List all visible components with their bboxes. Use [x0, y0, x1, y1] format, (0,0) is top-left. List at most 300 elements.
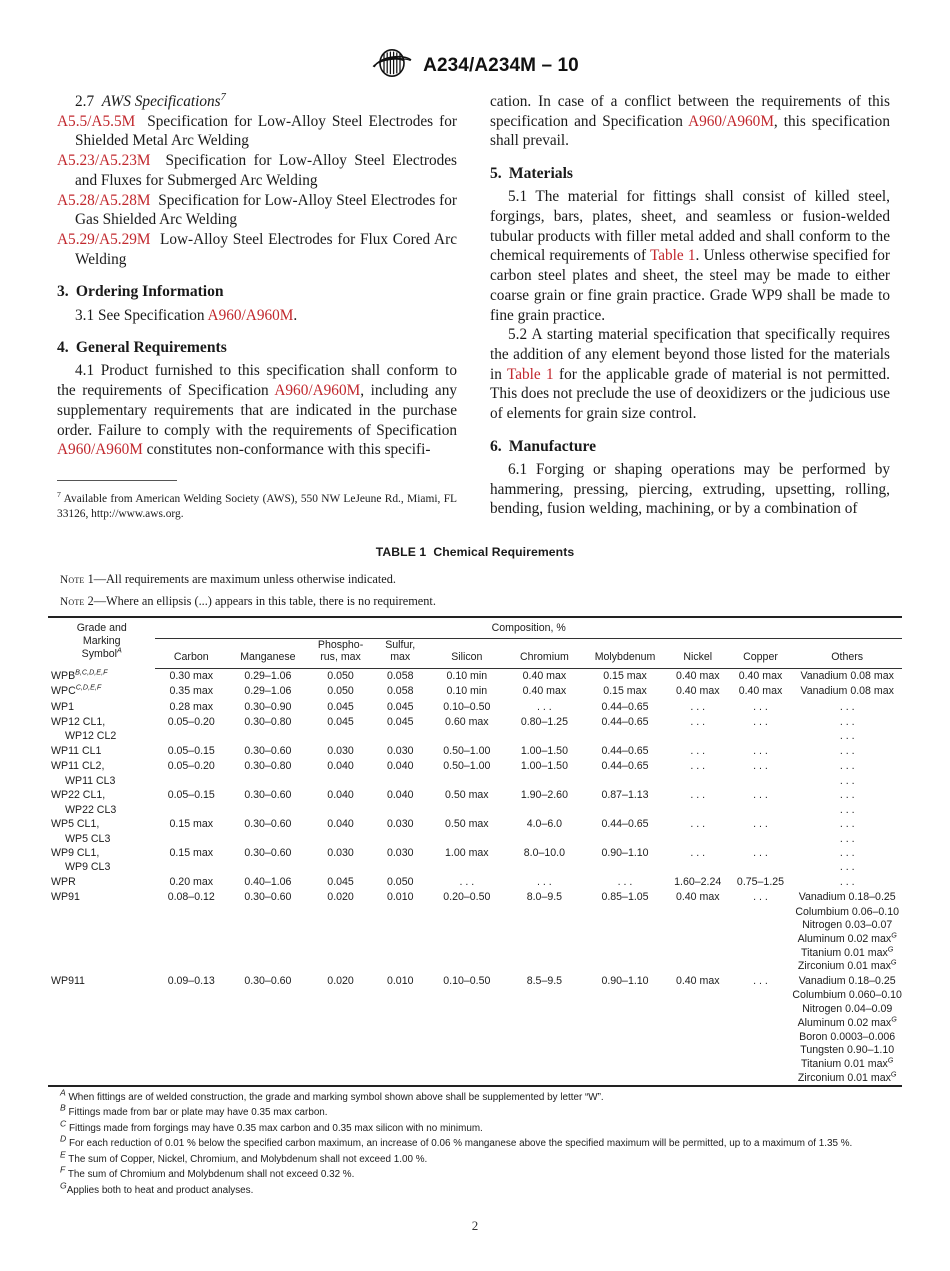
section-2-7-title: AWS Specifications [101, 93, 221, 110]
table-footnote [48, 1136, 902, 1151]
cell-molybdenum-cont [583, 1044, 667, 1058]
cell-phosphorus-cont [309, 919, 373, 933]
aws-ref-text: Specification for Low-Alloy Steel Electrodes for Shielded Metal Arc Welding [75, 112, 457, 150]
cell-manganese-cont [227, 774, 309, 788]
cell-molybdenum: 0.15 max [603, 685, 647, 698]
cell-carbon-cont [155, 919, 227, 933]
cell-phosphorus: 0.030 [327, 744, 354, 757]
cell-nickel-cont [667, 1003, 729, 1017]
cell-phosphorus-cont [309, 1016, 373, 1030]
cell-nickel-cont [667, 919, 729, 933]
cell-others-cont: . . . [839, 861, 855, 874]
cell-carbon: 0.15 max [169, 818, 214, 831]
cell-copper: . . . [753, 891, 768, 904]
others-footnote-marker: G [887, 1055, 894, 1065]
cell-molybdenum-cont [583, 1071, 667, 1086]
table-1-label: TABLE 1 [375, 545, 427, 559]
cell-manganese-cont [227, 803, 309, 817]
cell-sulfur: 0.040 [386, 760, 414, 773]
table-row-continuation [48, 1003, 902, 1017]
cell-silicon: 0.50–1.00 [443, 744, 491, 757]
cell-others-cont: . . . [839, 803, 855, 816]
table-footnote-marker: E [60, 1149, 66, 1160]
cell-nickel: . . . [690, 700, 706, 713]
cell-others-cont: Nitrogen 0.04–0.09 [802, 1003, 893, 1016]
cell-others-cont: Columbium 0.06–0.10 [795, 905, 900, 918]
cell-silicon-cont [428, 919, 506, 933]
aws-ref-code[interactable]: A5.23/A5.23M [57, 152, 151, 170]
cell-nickel: . . . [690, 789, 706, 802]
table-row-continuation [48, 774, 902, 788]
cell-chromium-cont [506, 905, 584, 919]
cell-silicon-cont [428, 832, 506, 846]
cell-silicon: 0.60 max [445, 715, 489, 728]
sec4-p1-c: constitutes non-conformance with this specifi- [142, 441, 431, 459]
cell-silicon: 1.00 max [445, 847, 489, 859]
cell-phosphorus: 0.050 [327, 685, 354, 698]
aws-ref-code[interactable]: A5.29/A5.29M [57, 231, 151, 249]
section-5-heading [490, 164, 890, 184]
cell-grade-marking-symbol-cont [48, 832, 155, 846]
cell-carbon-cont [155, 1030, 227, 1044]
header-col-sulfur [372, 638, 428, 668]
cell-phosphorus-cont [309, 1071, 373, 1086]
table-row-continuation [48, 1016, 902, 1030]
cell-grade-marking-symbol-cont [48, 1003, 155, 1017]
cell-copper-cont [729, 919, 793, 933]
cell-sulfur-cont [372, 832, 428, 846]
cell-carbon-cont [155, 774, 227, 788]
cell-carbon: 0.20 max [169, 875, 214, 888]
table-footnote-marker: A [60, 1087, 66, 1098]
cell-others: . . . [839, 760, 855, 773]
cell-copper: . . . [753, 847, 768, 859]
cell-phosphorus-cont [309, 730, 373, 744]
cell-nickel: 0.40 max [675, 670, 720, 682]
cell-carbon-cont [155, 861, 227, 875]
header-col-chromium: Chromium [506, 638, 584, 668]
cell-phosphorus-cont [309, 861, 373, 875]
table-row-continuation [48, 803, 902, 817]
cell-silicon-cont [428, 1044, 506, 1058]
grade-continuation-label: WP12 CL2 [65, 730, 117, 743]
cell-carbon-cont [155, 1044, 227, 1058]
cell-grade-marking-symbol-cont [48, 1071, 155, 1086]
table-footnote-marker: F [60, 1165, 66, 1176]
cell-manganese-cont [227, 832, 309, 846]
table-1-block [48, 545, 902, 1199]
cell-molybdenum: 0.90–1.10 [601, 974, 649, 987]
section-3-number: 3. [57, 283, 69, 301]
table-row-continuation [48, 946, 902, 960]
standard-designation: A234/A234M – 10 [423, 54, 579, 76]
cell-others: . . . [839, 875, 855, 888]
cell-chromium-cont [506, 1030, 584, 1044]
cell-phosphorus-cont [309, 905, 373, 919]
cell-phosphorus-cont [309, 1044, 373, 1058]
table-row-continuation [48, 1044, 902, 1058]
cell-carbon: 0.09–0.13 [167, 974, 215, 987]
cell-nickel: . . . [690, 760, 706, 773]
cell-copper-cont [729, 1057, 793, 1071]
cell-chromium-cont [506, 933, 584, 947]
cell-grade-marking-symbol: WP1 [51, 700, 74, 713]
section-5-paragraph-2 [490, 325, 890, 424]
cell-others: Vanadium 0.18–0.25 [798, 974, 896, 987]
cell-manganese-cont [227, 1044, 309, 1058]
cell-copper: . . . [753, 789, 768, 802]
cell-manganese-cont [227, 1016, 309, 1030]
header-grade-line3: Symbol [81, 647, 117, 660]
cell-carbon: 0.05–0.20 [167, 715, 215, 728]
cell-carbon: 0.05–0.20 [167, 760, 215, 773]
grade-continuation-label: WP9 CL3 [65, 861, 111, 874]
cell-copper-cont [729, 1030, 793, 1044]
cell-nickel-cont [667, 730, 729, 744]
page-footnote-marker: 7 [57, 490, 61, 500]
cell-carbon-cont [155, 989, 227, 1003]
sec5-p2-b: for the applicable grade of material is not permitted. This does not preclude the use of deoxidizers or the judicious use of elements for grain size control. [490, 365, 890, 423]
sec5-p1-ref[interactable]: Table 1 [649, 247, 696, 265]
table-row [48, 846, 902, 861]
section-6-number: 6. [490, 437, 502, 455]
table-header-row [48, 638, 902, 668]
table-footnote-text: Fittings made from forgings may have 0.35 max carbon and 0.35 max silicon with no minimum. [66, 1122, 483, 1134]
header-col-phosphorus [309, 638, 373, 668]
cell-copper: . . . [753, 715, 768, 728]
cell-nickel-cont [667, 960, 729, 974]
cell-phosphorus: 0.050 [327, 670, 354, 682]
cell-others: Vanadium 0.08 max [800, 685, 894, 698]
cell-copper-cont [729, 960, 793, 974]
cell-molybdenum: 0.44–0.65 [601, 760, 649, 773]
cell-molybdenum: 0.15 max [603, 670, 647, 682]
cell-nickel-cont [667, 1071, 729, 1086]
grade-continuation-label: WP22 CL3 [65, 803, 117, 816]
cell-copper-cont [729, 832, 793, 846]
right-column [490, 92, 890, 519]
cell-copper: 0.75–1.25 [736, 875, 785, 888]
cell-phosphorus-cont [309, 1003, 373, 1017]
cell-carbon: 0.05–0.15 [167, 789, 215, 802]
table-row [48, 759, 902, 774]
cell-chromium-cont [506, 1016, 584, 1030]
cell-molybdenum-cont [583, 803, 667, 817]
cell-molybdenum-cont [583, 730, 667, 744]
cell-others: . . . [839, 847, 855, 859]
cell-nickel-cont [667, 861, 729, 875]
aws-reference-item [57, 112, 457, 151]
cell-others-cont: . . . [839, 774, 855, 787]
cell-manganese: 0.30–0.80 [244, 715, 292, 728]
cell-others: . . . [839, 715, 855, 728]
cell-copper-cont [729, 803, 793, 817]
aws-ref-text: Specification for Low-Alloy Steel Electrodes for Gas Shielded Arc Welding [75, 191, 457, 229]
cell-manganese: 0.29–1.06 [244, 670, 292, 682]
cell-phosphorus: 0.045 [327, 875, 354, 888]
cell-manganese: 0.30–0.60 [244, 891, 292, 904]
cell-silicon-cont [428, 1030, 506, 1044]
cell-chromium-cont [506, 1044, 584, 1058]
table-footnote [48, 1102, 902, 1120]
cell-phosphorus: 0.045 [327, 715, 354, 728]
section-5-number: 5. [490, 165, 502, 183]
cell-chromium: 0.80–1.25 [520, 715, 568, 728]
aws-ref-code[interactable]: A5.5/A5.5M [57, 112, 136, 130]
cell-copper-cont [729, 905, 793, 919]
cell-manganese: 0.30–0.60 [244, 974, 292, 987]
cell-chromium-cont [506, 774, 584, 788]
cell-manganese-cont [227, 919, 309, 933]
cell-others-cont: Zirconium 0.01 $\max^G$ [797, 1069, 897, 1084]
cell-sulfur: 0.045 [386, 715, 414, 728]
section-3-paragraph-1 [57, 306, 457, 326]
cell-nickel: 0.40 max [675, 685, 720, 698]
cell-copper: . . . [753, 760, 768, 773]
cell-carbon-cont [155, 905, 227, 919]
cell-copper: . . . [753, 700, 768, 713]
table-row [48, 788, 902, 803]
cell-sulfur-cont [372, 1071, 428, 1086]
footnote-divider [57, 480, 177, 481]
cell-silicon: 0.50 max [445, 789, 489, 802]
cell-sulfur-cont [372, 960, 428, 974]
cell-chromium-cont [506, 730, 584, 744]
cell-copper-cont [729, 933, 793, 947]
cell-manganese: 0.30–0.80 [244, 760, 292, 773]
header-col-others: Others [792, 638, 902, 668]
cell-sulfur-cont [372, 730, 428, 744]
grade-continuation-label: WP5 CL3 [65, 832, 111, 845]
header-col-copper: Copper [729, 638, 793, 668]
table-note-label: Note [60, 574, 85, 586]
header-col-manganese: Manganese [227, 638, 309, 668]
others-footnote-marker: G [887, 944, 894, 954]
cell-chromium: 0.40 max [522, 685, 567, 698]
cell-phosphorus-cont [309, 1057, 373, 1071]
cell-phosphorus-cont [309, 774, 373, 788]
cell-copper-cont [729, 989, 793, 1003]
cell-sulfur-cont [372, 1003, 428, 1017]
cell-silicon-cont [428, 803, 506, 817]
cell-chromium: 8.5–9.5 [526, 974, 563, 987]
chemical-requirements-table [48, 616, 902, 1087]
header-col-silicon: Silicon [428, 638, 506, 668]
table-row-continuation [48, 832, 902, 846]
cell-chromium: . . . [537, 875, 552, 888]
cell-silicon: . . . [459, 875, 475, 888]
table-row-continuation [48, 1030, 902, 1044]
table-row-continuation [48, 989, 902, 1003]
cell-molybdenum-cont [583, 1016, 667, 1030]
cell-nickel-cont [667, 933, 729, 947]
cell-others-cont: Aluminum 0.02 $\max^G$ [797, 1014, 897, 1029]
cell-others-cont: Tungsten 0.90–1.10 [800, 1044, 895, 1057]
cell-phosphorus: 0.040 [327, 789, 354, 802]
cell-phosphorus: 0.020 [327, 974, 354, 987]
cell-sulfur: 0.045 [386, 700, 414, 713]
cell-sulfur: 0.050 [386, 875, 414, 888]
cell-silicon-cont [428, 989, 506, 1003]
table-footnote-text: The sum of Chromium and Molybdenum shall not exceed 0.32 %. [65, 1169, 355, 1181]
cell-sulfur: 0.010 [386, 891, 414, 904]
table-row-continuation [48, 960, 902, 974]
table-footnote-marker: B [60, 1102, 66, 1113]
cell-carbon: 0.15 max [169, 847, 214, 859]
table-note-1 [60, 571, 902, 588]
cell-sulfur-cont [372, 1030, 428, 1044]
cell-phosphorus-cont [309, 989, 373, 1003]
cell-grade-marking-symbol-cont [48, 989, 155, 1003]
table-footnote-text: The sum of Copper, Nickel, Chromium, and Molybdenum shall not exceed 1.00 %. [65, 1153, 428, 1165]
aws-ref-text: Low-Alloy Steel Electrodes for Flux Cored Arc Welding [75, 231, 457, 268]
cell-grade-marking-symbol: WP9 CL1, [51, 847, 100, 859]
cell-copper-cont [729, 946, 793, 960]
cell-others-cont: Titanium 0.01 $\max^G$ [801, 1055, 894, 1070]
table-footnote [48, 1118, 902, 1136]
cell-nickel: . . . [690, 847, 706, 859]
aws-ref-code[interactable]: A5.28/A5.28M [57, 191, 151, 209]
cell-sulfur: 0.010 [386, 974, 414, 987]
cell-grade-marking-symbol: WP911 [51, 974, 85, 987]
cell-copper: . . . [753, 744, 768, 757]
cell-manganese-cont [227, 1030, 309, 1044]
cell-molybdenum: 0.87–1.13 [601, 789, 649, 802]
cell-chromium-cont [506, 946, 584, 960]
table-1-caption [48, 545, 902, 559]
cell-grade-marking-symbol-cont [48, 946, 155, 960]
cell-molybdenum: 0.44–0.65 [601, 715, 649, 728]
cell-manganese-cont [227, 861, 309, 875]
cell-others-cont: . . . [839, 730, 855, 743]
section-4-number: 4. [57, 339, 69, 357]
cell-chromium: . . . [537, 700, 552, 713]
table-footnote-marker: D [60, 1134, 67, 1145]
cell-copper-cont [729, 1044, 793, 1058]
cell-copper: . . . [753, 818, 768, 831]
table-note-label: Note [60, 596, 85, 609]
cell-others-cont: Boron 0.0003–0.006 [799, 1030, 896, 1043]
sec5-p2-a: 5.2 A starting material specification that specifically requires the addition of any element beyond those listed for the materials in [490, 326, 890, 383]
cell-molybdenum-cont [583, 989, 667, 1003]
section-3-title: Ordering Information [75, 283, 224, 301]
sec3-p1-ref[interactable]: A960/A960M [207, 306, 294, 324]
cell-grade-marking-symbol: WP22 CL1, [51, 789, 106, 802]
cell-copper-cont [729, 1071, 793, 1086]
section-4-title: General Requirements [75, 339, 227, 357]
cell-molybdenum-cont [583, 861, 667, 875]
cell-silicon: 0.50 max [445, 818, 489, 831]
cell-nickel-cont [667, 1030, 729, 1044]
cell-phosphorus-cont [309, 1030, 373, 1044]
cell-carbon-cont [155, 1003, 227, 1017]
cell-others: Vanadium 0.18–0.25 [798, 891, 896, 904]
table-row-continuation [48, 905, 902, 919]
page-footnote-text: Available from American Welding Society (AWS), 550 NW LeJeune Rd., Miami, FL 33126, http://www.aws.org. [57, 493, 457, 521]
sec4-p1-ref1[interactable]: A960/A960M [274, 382, 361, 400]
cell-nickel-cont [667, 905, 729, 919]
section-2-7-number: 2.7 [75, 93, 95, 110]
cell-manganese-cont [227, 989, 309, 1003]
sec3-p1-pre: 3.1 See Specification [75, 306, 208, 324]
grade-footnote-markers: B,C,D,E,F [75, 667, 108, 677]
table-row [48, 817, 902, 832]
cell-copper: 0.40 max [738, 685, 783, 698]
table-note-2 [60, 593, 902, 610]
cell-copper-cont [729, 774, 793, 788]
cell-grade-marking-symbol: WP11 CL2, [51, 760, 105, 773]
cell-manganese-cont [227, 1003, 309, 1017]
cell-others-cont: . . . [839, 832, 855, 845]
cell-nickel: . . . [690, 818, 706, 831]
cell-phosphorus: 0.020 [327, 891, 354, 904]
cell-grade-marking-symbol-cont [48, 1057, 155, 1071]
cell-molybdenum: 0.44–0.65 [601, 818, 649, 831]
table-header-span-row [48, 617, 902, 638]
cell-grade-marking-symbol: WP11 CL1 [51, 744, 102, 757]
cell-phosphorus-cont [309, 946, 373, 960]
sec3-p1-post: . [293, 306, 298, 324]
table-note-text: 1—All requirements are maximum unless otherwise indicated. [87, 572, 396, 586]
grade-continuation-label: WP11 CL3 [65, 774, 116, 787]
sec4-p1-ref2[interactable]: A960/A960M [57, 441, 143, 459]
cell-manganese: 0.29–1.06 [244, 685, 292, 698]
sec5-p2-ref[interactable]: Table 1 [506, 365, 554, 383]
section-4-heading [57, 338, 457, 358]
table-footnote-marker: G [60, 1180, 67, 1191]
cell-sulfur-cont [372, 774, 428, 788]
cell-grade-marking-symbol-cont [48, 919, 155, 933]
cell-silicon-cont [428, 1016, 506, 1030]
cell-manganese-cont [227, 1057, 309, 1071]
cell-molybdenum: 0.85–1.05 [601, 891, 649, 904]
header-composition-span: Composition, % [155, 617, 902, 638]
cell-silicon-cont [428, 1003, 506, 1017]
cell-nickel-cont [667, 1044, 729, 1058]
cell-grade-marking-symbol-cont [48, 1016, 155, 1030]
cell-silicon: 0.50–1.00 [443, 760, 491, 773]
others-footnote-marker: G [891, 930, 897, 940]
table-row-continuation [48, 861, 902, 875]
cell-others-cont: Nitrogen 0.03–0.07 [802, 919, 893, 932]
continued-paragraph [490, 92, 890, 151]
cont-para-a: cation. In case of a conflict between the requirements of this specification and Specification [490, 93, 890, 130]
header-col-nickel: Nickel [667, 638, 729, 668]
cell-others: . . . [839, 818, 855, 831]
cell-others-cont: Zirconium 0.01 $\max^G$ [797, 957, 897, 973]
table-row [48, 699, 902, 714]
table-footnote [48, 1087, 902, 1105]
cell-carbon: 0.28 max [169, 700, 214, 713]
table-note-text: 2—Where an ellipsis (...) appears in this table, there is no requirement. [87, 594, 436, 609]
table-row-continuation [48, 1071, 902, 1086]
cell-sulfur: 0.030 [386, 847, 414, 859]
table-body [48, 668, 902, 1086]
cell-manganese-cont [227, 905, 309, 919]
cont-para-ref[interactable]: A960/A960M [688, 112, 774, 130]
cell-chromium: 1.00–1.50 [520, 760, 568, 773]
cell-chromium-cont [506, 960, 584, 974]
table-row [48, 668, 902, 684]
cell-manganese-cont [227, 730, 309, 744]
others-footnote-marker: G [890, 957, 897, 967]
cell-others: . . . [839, 700, 855, 713]
cell-copper-cont [729, 861, 793, 875]
cell-copper-cont [729, 730, 793, 744]
page-number: 2 [471, 1218, 479, 1233]
cell-carbon-cont [155, 1071, 227, 1086]
cell-chromium-cont [506, 989, 584, 1003]
